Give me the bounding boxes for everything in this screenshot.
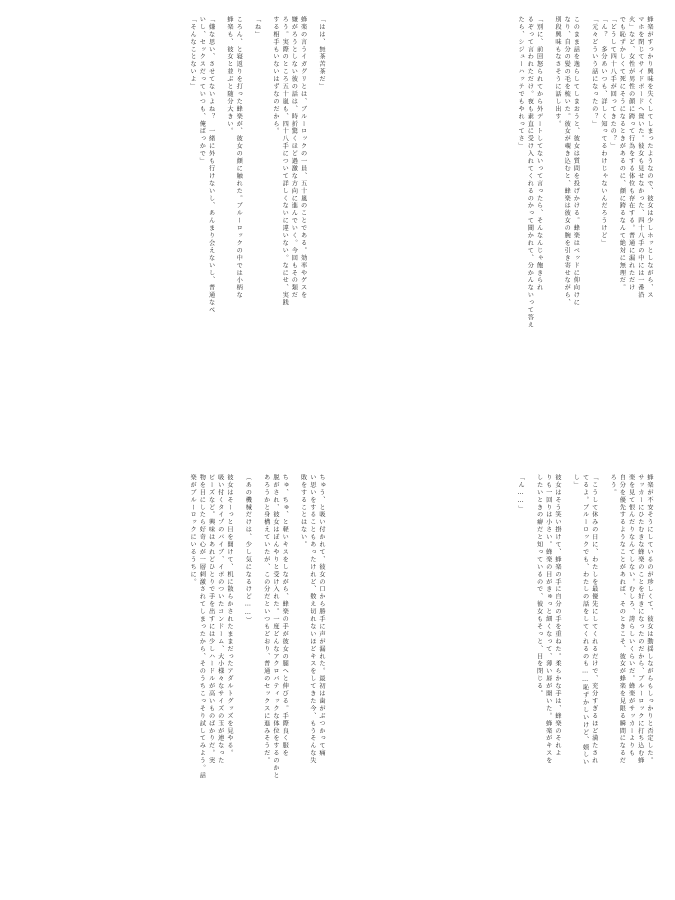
- lower-right-text-block: 蜂楽が不安そうにしているのが珍しくて、彼女は動揺しながらもしっかりと否定した。 サッカーにひたむきな蜂楽のことを好きになったのだから、ブルーロックに打ち込む蜂 楽を見て恨んだりなんてしない。むしろ、誇らしいくらいだ。蜂楽がサッカーよりも 自分を優先するようなことがあれば、そのときこそ、彼女が蜂楽を見限る瞬間になるだ ろう。 「こうして休みの日に、わたしを最優先にしてくれるだけで、充分すぎるほど満たされ てるよ。ブルーロックでも、わたしの話をしてくれるのも……恥ずかしいけど、嬉しい し」 彼女はそう笑い掛けて、蜂楽の手に自分の手を重ねた。柔らかな手は、蜂楽のそれよ りも一回りは小さい。蜂楽の目がきゅっと細くなって、薄い唇が開いた。蜂楽がキスを したいときの癖だと知っているので、彼女もそっと、目を閉じる。 「ん……」: [517, 474, 653, 767]
- upper-left-text-block: 「はは、無茶苦茶だ」 蜂楽の言うイガグリとは、ブルーロックの一員、五十嵐のことである。効率やゲスを 嫌がろうとしない彼の話は、時折驚くほど過激な方向に進んでいく。今回もその類だ ろう。実際のところ五十嵐も、四十八手について詳しくないに違いない。なにせ、実践 する相手もいないはずなのだから。 「ね」 ころん、と寝返りを打った蜂楽が、彼女の顔に触れた。ブルーロックの中では小柄な 蜂楽も、彼女と並ぶと随分大きい。 「嫌な思い、させてないよね？ 一緒に外も行けないし、あんまり会えないし、普通なべ いし、セックスだっていつも、俺ばっかで」 「そんなことないよ」: [189, 16, 325, 314]
- upper-right-text-block: 蜂楽がすっかり興味を失くしてしまったようなので、彼女は少しホッとしながら、ス マホを閉じてサイドボードへ置いた。彼女も見せなかった、四十八手の中には一番沿 火」など、女性が男性の顔に跨って行為をする体位も存在する。普通に漏れただけ でも恥ずかしくて死にそうになるときがあるのに、顔に跨るなんて絶対に無理だ。 「どうして四十八手が回ってきたの？」 「ん？ 多分あいつも、詳しく知ってるわけじゃないんだろうけど」 「元々どういう話になったの？」 このまま話を逸らしてしまおうと、彼女は質問を投げかける。蜂楽はベッドに仰向けに なり、自分の髪の毛を梳いた。彼女が覗き込むと、蜂楽は彼女の腕を引き寄せながら、 別段興味もなさそうに話し出す。 「別に、前回怒られてから外デートしてないって言ったら、そんなんじゃ飽きられ るぞって言われただけ。夜も素直に受け入れてくれるのかって聞かれて、分かんないって答え たら、シジューハッテでもやれってさ」: [517, 16, 653, 329]
- lower-left-text-block: ちゅう、と吸い付かれて、彼女の口から勝手に声が漏れた。最初は歯がぶつかって痛 い思いをすることもあったけれど、数え切れないほどキスをしてきた今、もうそんな失 敗をすることはない。 ちゅ、ちゅ、と軽いキスをしながら、蜂楽の手が彼女の腿へと伸びる。手際良く服を 脱がされ、彼女はぼんやりと受け入れた。一度どんなアクロバティックな体位をするのかと あろうかと身構えていたが、この分だといつもどおり、普通のセックスに進みそうだ。 （あの機械だけは、少し気になるけど……） 彼女はそーっと目を開けて、机に散らかされたままだったアダルトグッズを見やる。 吸い付くタイプのバイブ、イボのついたコンドーム、大小様々なサイズの玉が連なった ビーズなど。興味はあれどひとりで手を出すには少しハードルが高いものばかりだ。実 物を目にしたら好奇心が一層刺激されてしまったから、そのうちこっそり試してみよう。話 楽がブルーロックにいるうちに。: [189, 474, 325, 780]
- lower-page: [0, 450, 675, 900]
